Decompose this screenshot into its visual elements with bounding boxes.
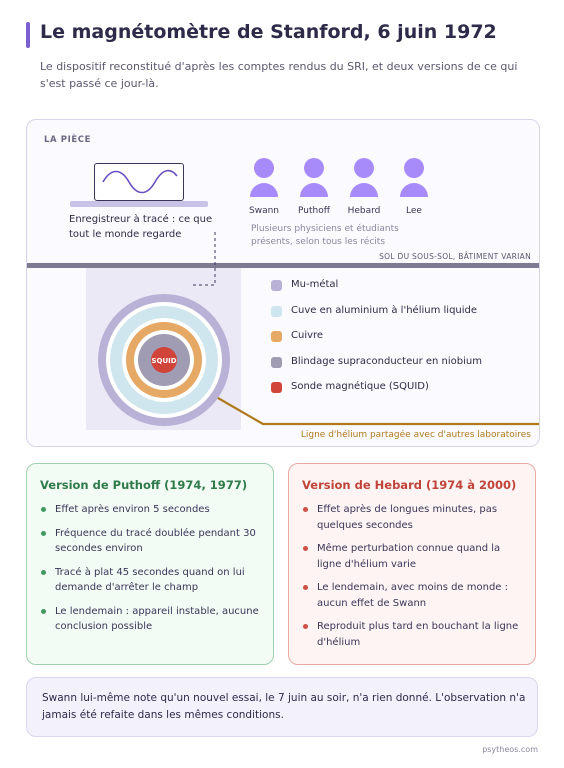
legend-swatch — [271, 280, 282, 291]
legend-label: Mu-métal — [291, 279, 339, 290]
list-item: Effet après environ 5 secondes — [40, 502, 262, 518]
card-title: Version de Puthoff (1974, 1977) — [40, 478, 248, 492]
legend-swatch — [271, 331, 282, 342]
hebard-list — [302, 502, 524, 658]
helium-line-label: Ligne d'hélium partagée avec d'autres laboratoires — [300, 430, 531, 440]
legend-label: Blindage supraconducteur en niobium — [291, 355, 482, 367]
person-name: Swann — [249, 206, 279, 216]
squid-label: SQUID — [151, 357, 177, 365]
legend-swatch — [271, 306, 282, 317]
legend-label: Cuve en aluminium à l'hélium liquide — [291, 304, 478, 316]
list-item: Fréquence du tracé doublée pendant 30 secondes environ — [40, 526, 262, 557]
hebard-version-card — [288, 463, 536, 665]
legend-item-mu-metal — [271, 279, 531, 305]
recorder-label: Enregistreur à tracé : ce que tout le monde regarde — [69, 214, 213, 240]
note-text: Swann lui-même note qu'un nouvel essai, le 7 juin au soir, n'a rien donné. L'observation n'a jamais été refaite dans les mêmes conditions. — [42, 692, 526, 721]
legend-swatch — [271, 382, 282, 393]
person-name: Hebard — [347, 206, 381, 216]
legend-item-aluminium — [271, 305, 531, 331]
signal-cable — [191, 232, 215, 285]
list-item: Effet après de longues minutes, pas quelques secondes — [302, 502, 524, 533]
puthoff-version-card — [26, 463, 274, 665]
footer-credit: psytheos.com — [482, 745, 538, 754]
legend-label: Sonde magnétique (SQUID) — [291, 381, 429, 392]
legend-item-squid — [271, 381, 531, 407]
legend-label: Cuivre — [291, 330, 324, 341]
person-name: Lee — [406, 206, 422, 216]
list-item: Reproduit plus tard en bouchant la ligne d'hélium — [302, 619, 524, 650]
legend — [271, 279, 531, 407]
floor-label: SOL DU SOUS-SOL, BÂTIMENT VARIAN — [379, 252, 531, 261]
list-item: Même perturbation connue quand la ligne d'hélium varie — [302, 541, 524, 572]
puthoff-list — [40, 502, 262, 643]
card-title: Version de Hebard (1974 à 2000) — [302, 478, 517, 492]
conclusion-note — [26, 677, 538, 737]
legend-item-niobium — [271, 356, 531, 382]
scene-label: LA PIÈCE — [44, 135, 91, 145]
person-name: Puthoff — [298, 206, 330, 216]
list-item: Le lendemain, avec moins de monde : aucun effet de Swann — [302, 580, 524, 611]
room-diagram — [26, 119, 540, 447]
list-item: Tracé à plat 45 secondes quand on lui demande d'arrêter le champ — [40, 565, 262, 596]
people-note: Plusieurs physiciens et étudiants présents, selon tous les récits — [251, 224, 399, 247]
list-item: Le lendemain : appareil instable, aucune conclusion possible — [40, 604, 262, 635]
legend-swatch — [271, 357, 282, 368]
title-accent — [26, 22, 30, 48]
legend-item-copper — [271, 330, 531, 356]
page-subtitle: Le dispositif reconstitué d'après les comptes rendus du SRI, et deux versions de ce qui s'est passé ce jour-là. — [40, 60, 518, 90]
page-title: Le magnétomètre de Stanford, 6 juin 1972 — [40, 21, 497, 43]
